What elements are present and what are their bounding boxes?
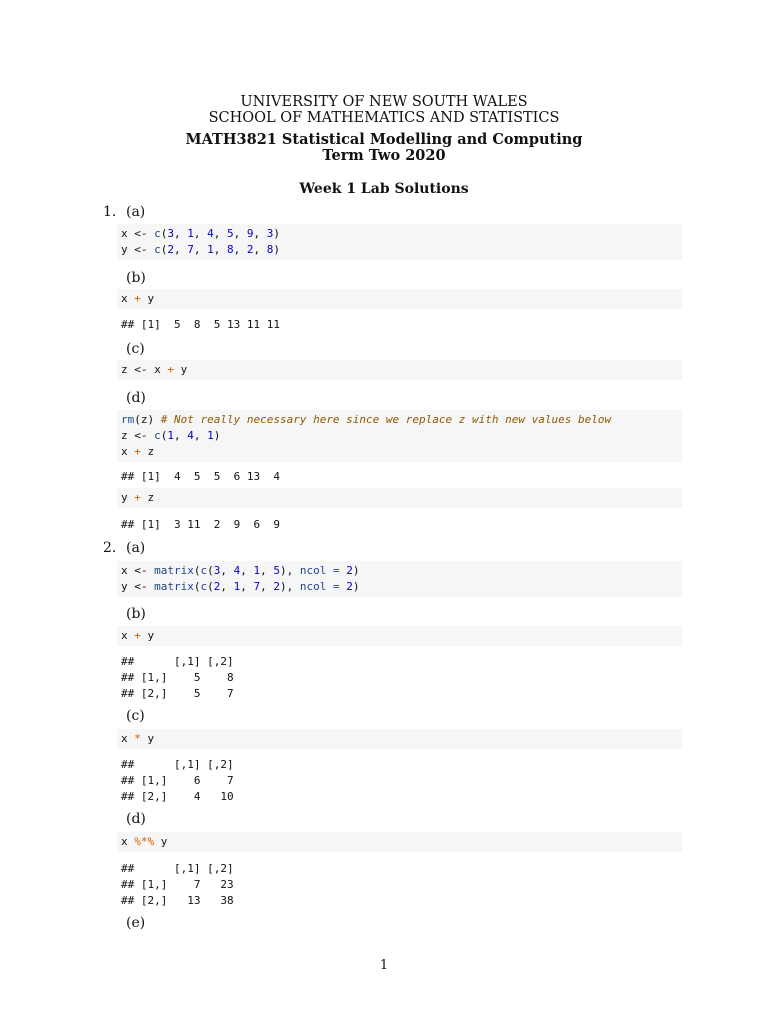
code-block: x + y bbox=[117, 626, 682, 646]
code-value: 4 bbox=[187, 429, 194, 442]
course-title: MATH3821 Statistical Modelling and Computing bbox=[185, 131, 583, 148]
code-value: 2 bbox=[167, 243, 174, 256]
code-output: ## [,1] [,2] ## [1,] 6 7 ## [2,] 4 10 bbox=[121, 758, 234, 803]
code-value: 8 bbox=[266, 243, 274, 256]
code-value: 1 bbox=[167, 429, 174, 442]
part-label: (b) bbox=[126, 270, 146, 286]
part-label: (e) bbox=[126, 915, 146, 931]
code-value: 2 bbox=[213, 580, 221, 593]
term: Term Two 2020 bbox=[322, 147, 446, 164]
code-value: 2 bbox=[346, 580, 353, 593]
code-value: 2 bbox=[346, 564, 353, 577]
code-value: 4 bbox=[233, 564, 241, 577]
code-value: 1 bbox=[233, 580, 241, 593]
code-comment: # Not really necessary here since we replace z with new values below bbox=[160, 413, 612, 426]
part-label: (d) bbox=[126, 811, 146, 827]
code-output: ## [,1] [,2] ## [1,] 5 8 ## [2,] 5 7 bbox=[121, 655, 234, 700]
code-value: 9 bbox=[246, 227, 254, 240]
part-label: (c) bbox=[126, 341, 145, 357]
code-value: 2 bbox=[273, 580, 280, 593]
code-value: 3 bbox=[213, 564, 221, 577]
code-output: ## [1] 5 8 5 13 11 11 bbox=[121, 318, 280, 331]
code-block: x + y bbox=[117, 289, 682, 309]
code-block: z <- x + y bbox=[117, 360, 682, 380]
part-label: (b) bbox=[126, 606, 146, 622]
code-output: ## [1] 4 5 5 6 13 4 bbox=[121, 470, 280, 483]
code-value: 7 bbox=[253, 580, 261, 593]
code-value: 1 bbox=[207, 243, 214, 256]
code-value: 3 bbox=[266, 227, 274, 240]
question-number: 2. bbox=[103, 540, 117, 556]
part-label: (c) bbox=[126, 708, 145, 724]
document-title: Week 1 Lab Solutions bbox=[299, 181, 469, 197]
code-block: x * y bbox=[117, 729, 682, 749]
part-label: (d) bbox=[126, 390, 146, 406]
code-value: 1 bbox=[207, 429, 214, 442]
code-output: ## [1] 3 11 2 9 6 9 bbox=[121, 518, 280, 531]
code-value: 2 bbox=[246, 243, 254, 256]
code-value: 3 bbox=[167, 227, 174, 240]
part-label: (a) bbox=[126, 540, 146, 556]
page-number: 1 bbox=[379, 958, 389, 973]
part-label: (a) bbox=[126, 204, 146, 220]
code-block: rm(z) # Not really necessary here since we replace z with new values below z <- c(1, 4, 1) x + z bbox=[117, 410, 682, 462]
code-block: x <- matrix(c(3, 4, 1, 5), ncol = 2) y <- matrix(c(2, 1, 7, 2), ncol = 2) bbox=[117, 561, 682, 597]
university-name: UNIVERSITY OF NEW SOUTH WALES bbox=[240, 94, 528, 110]
code-value: 5 bbox=[273, 564, 280, 577]
code-output: ## [,1] [,2] ## [1,] 7 23 ## [2,] 13 38 bbox=[121, 862, 234, 907]
code-block: x %*% y bbox=[117, 832, 682, 852]
code-value: 1 bbox=[187, 227, 194, 240]
code-block: x <- c(3, 1, 4, 5, 9, 3) y <- c(2, 7, 1, 8, 2, 8) bbox=[117, 224, 682, 260]
code-value: 5 bbox=[227, 227, 234, 240]
school-name: SCHOOL OF MATHEMATICS AND STATISTICS bbox=[208, 110, 560, 126]
code-value: 4 bbox=[207, 227, 214, 240]
code-block: y + z bbox=[117, 488, 682, 508]
code-value: 8 bbox=[227, 243, 234, 256]
question-number: 1. bbox=[103, 204, 117, 220]
code-value: 1 bbox=[253, 564, 261, 577]
code-value: 7 bbox=[187, 243, 194, 256]
